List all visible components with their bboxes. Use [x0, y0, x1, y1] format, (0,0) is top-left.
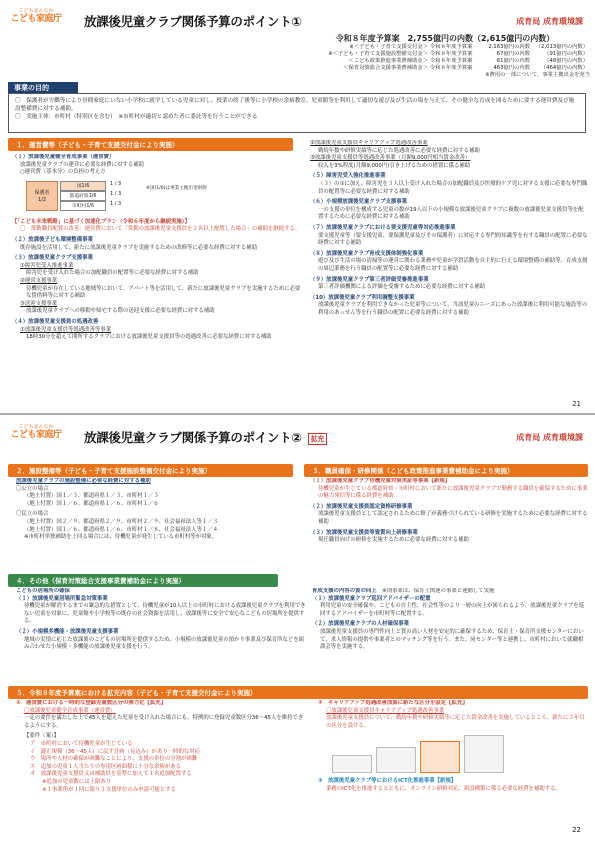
page-22	[0, 416, 595, 841]
item-heading: （10）放課後児童クラブ利用調整支援事業	[310, 294, 415, 301]
item-text: （地上付置）国１／６、都道府県１／６、市町村１／６	[24, 500, 159, 507]
item-heading: （７）放課後児童クラブにおける要支援児童等対応推進事業	[310, 224, 456, 231]
page-number: 22	[572, 826, 581, 834]
page-number: 21	[572, 400, 581, 408]
item-heading: 放課後児童クラブの施設整備に必要な経費に対する補助	[16, 478, 151, 484]
item-heading: （３）放課後児童クラブ支援事業	[12, 255, 93, 262]
agency-logo	[10, 424, 62, 448]
requirements-heading: 【要件（案）】	[24, 733, 60, 740]
item-text: 障害児を受け入れた場合の加配職員の配置等に必要な経費に対する補助	[26, 270, 199, 277]
sub-heading: 〇放課後児童支援員キャリアアップ処遇改善事業	[326, 707, 445, 714]
item-text: 放課後児童クラブの運営に必要な経費に対する補助	[20, 161, 144, 168]
expansion-badge: 拡充	[308, 433, 327, 445]
sub-heading: ②放課後児童支援員キャリアアップ処遇改善事業	[310, 140, 428, 146]
requirement-note: ※追加の児童数には上限あり	[42, 778, 112, 785]
requirement-item: イ 適正規模（36～45人）に戻す計画（見込み）があり一時的な対応	[30, 748, 201, 755]
department-label: 成育局 成育環境課	[516, 17, 583, 26]
diagram-guardian-share: 保護者 1/2	[26, 181, 58, 211]
item-text: 業務のICT化を推進するとともに、オンライン研修対応、新設構築に係る必要な経費を補助する。	[326, 785, 561, 792]
item-heading: （９）放課後児童クラブ第三者評価受審推進事業	[310, 276, 429, 283]
section-1-heading: １．運営費等（子ども・子育て支援交付金により実施）	[8, 138, 293, 151]
item-text: 〇公立の場合	[16, 485, 49, 492]
section-4-left	[16, 588, 306, 680]
item-text: 収入を3%程度(月額9,000円)引き上げるための措置に係る補助	[318, 162, 471, 169]
sub-heading: 〇放課後児童健全育成事業（運営費）	[24, 707, 116, 714]
section-2-heading: ２．施設整備等（子ども・子育て支援施設整備交付金により実施）	[8, 464, 293, 477]
logo-tagline: こどもまんなか	[18, 8, 54, 14]
logo-text: こども家庭庁	[10, 14, 62, 24]
diagram-block	[332, 755, 372, 773]
section-1-right-column	[310, 140, 588, 408]
item-text: 放課後児童クラブへの移動や帰宅する際の送迎支援に必要な経費に対する補助	[26, 308, 215, 315]
item-heading: ① 運営費における一時的な登録児童数区分の弾力化【拡充】	[16, 700, 167, 706]
diagram-cell: 国1/6	[60, 181, 106, 191]
item-text: （３）の①に加え、障害児を３人以上受け入れた場合の加配職員及び医療的ケア児に対する支援に必要な専門職員の配置等に必要な経費に対する補助	[318, 180, 588, 195]
budget-row: ＜こども政策推進事業費補助金＞ 令和８年度予算案 61億円の内数 （48億円の内数）	[348, 58, 588, 64]
diagram-block	[376, 747, 416, 773]
budget-total: 令和８年度予算案 2,755億円の内数（2,615億円の内数）	[335, 34, 555, 43]
requirement-item: オ 放課後児童支援員又は補助員を基準に加えて１名追加配置する	[30, 771, 192, 778]
item-text: ○運営費（基本分）の負担の考え方	[20, 169, 106, 176]
section-5-heading: ５．令和８年度予算案における拡充内容（子ども・子育て支援交付金により実施）	[8, 686, 588, 699]
section-2-body	[16, 478, 296, 566]
page-21	[0, 0, 595, 414]
purpose-text-1: 〇 保護者が労働等により昼間家庭にいない小学校に就学している児童に対し、授業の終了後等に小学校の余裕教室、児童館等を利用して適切な遊び及び生活の場を与えて、その健全な育成を図るために要する運営費及び施設整備費に対する補助。	[15, 98, 575, 112]
item-heading: （６）小規模放課後児童クラブ支援事業	[310, 199, 408, 206]
cost-share-diagram	[26, 179, 302, 217]
item-heading: （８）放課後児童クラブ育成支援体制強化事業	[310, 250, 424, 257]
item-text: 地域の実情に応じた放課後のこどもの居場所を提供するため、小規模の放課後児童の預かり事業及び保育所などを組み合わせた小規模・多機能の放課後児童支援を行う。	[24, 636, 305, 651]
item-heading: （２）放課後子ども環境整備事業	[12, 236, 93, 243]
purpose-heading: 事業の目的	[8, 82, 78, 94]
item-text: ※市町村単独補助を上回る場合には、待機児童が発生している市町村等が対象。	[24, 534, 218, 541]
item-text: 放課後児童支援員の専門性向上と質の高い人材を安定的に確保するため、保育士・保育所支援センターにおいて、求人情報の提供や事業者とのマッチング等を行う。また、同センター等と連携し、市町村において就職相談会等を実施する。	[320, 628, 584, 651]
item-text: 放課後児童支援員として認定されるために修了が義務づけられている研修を実施するために必要な経費に対する補助	[318, 511, 588, 525]
budget-row: ※＜子ども・子育て支援交付金＞ 令和８年度予算案 2,163億円の内数 （2,013億円の内数）	[349, 44, 588, 50]
plan-text: 〇 常勤職員配置の改善：運営費において「常勤の放課後児童支援員を２名以上配置した場合」の補助を継続する。	[20, 226, 301, 233]
purpose-box	[8, 93, 586, 133]
diagram-note: ※国(1/6)は事業主拠出金財源	[146, 185, 207, 191]
item-text: 既存施設を活用して、新たに放課後児童クラブを実施するための改修等に必要な経費に対する補助	[20, 244, 258, 251]
item-text: 18時30分を超えて開所するクラブにおける放課後児童支援員等の処遇改善に必要な経費に対する補助	[26, 334, 272, 341]
requirement-item: エ 追加の児童１人当たりの専用区画面積に十分な余裕がある	[30, 763, 181, 770]
item-text: （地上付置）国１／３、都道府県１／３、市町村１／３	[24, 493, 159, 500]
section-4-heading: ４．その他（保育対策総合支援事業費補助金により実施）	[8, 574, 278, 587]
page-title: 放課後児童クラブ関係予算のポイント①	[84, 14, 302, 29]
purpose-text-2: 〇 実施主体：市町村（特別区を含む） ※市町村が適切と認めた者に委託等を行うことができる	[15, 114, 258, 120]
item-heading: （３）放課後児童支援員等資質向上研修事業	[310, 529, 418, 536]
item-heading: （１）放課後児童クラブ待機児童対策実証等事業【新規】	[310, 478, 451, 484]
sub-heading: ③送迎支援事業	[20, 300, 58, 307]
logo-text: こども家庭庁	[10, 430, 62, 440]
budget-row: ＜保育対策総合支援事業費補助金＞ 令和８年度予算案 463億円の内数 （464億円の内数）	[343, 65, 588, 71]
agency-logo	[10, 8, 62, 32]
diagram-cell: 市町村1/6	[60, 201, 106, 211]
item-text: 勤続年数や研修実績等に応じた処遇改善に必要な経費に対する補助	[318, 147, 480, 154]
diagram-block	[420, 741, 460, 773]
item-heading: ③ 放課後児童クラブ等におけるICT化推進事業【新規】	[318, 778, 457, 785]
item-heading: こどもの居場所の確保	[16, 588, 70, 594]
item-heading: （４）放課後児童支援員の処遇改善	[12, 318, 99, 325]
item-text: （地上付置）国１／６、都道府県１／６、市町村１／８、社会福祉法人等１／４	[24, 526, 219, 533]
department-label: 成育局 成育環境課	[516, 433, 583, 442]
item-heading: （１）放課後児童居場所緊急対策事業	[16, 595, 108, 602]
budget-row: ※＜子ども・子育て支援施設整備交付金＞ 令和８年度予算案 67億円の内数 （91億円の内数）	[328, 51, 588, 57]
item-heading: （２）放課後児童支援員認定資格研修事業	[310, 503, 413, 510]
item-text: 一定の要件を満たした上で45人を超えた児童を受け入れた場合にも、特例的に登録児童数区分36～45人を維持できるようにする。	[24, 715, 304, 729]
diagram-block	[464, 735, 504, 773]
diagram-cell: 都道府県1/6	[60, 191, 106, 201]
item-text: 第三者評価機関による評価を受審するために必要な経費に対する補助	[318, 284, 486, 291]
item-heading: （２）小規模多機能・放課後児童支援事業	[16, 628, 119, 635]
section-4-right	[312, 588, 588, 680]
sub-heading: ①放課後児童支援員等処遇改善等事業	[20, 326, 112, 333]
requirement-item: ウ 場所や人材の確保が困難なことにより、支援の単位の分割が困難	[30, 756, 198, 763]
item-note: ※則事業は、保育士関連の事業と連動して実施	[382, 588, 495, 594]
item-text: 〇民立の場合	[16, 511, 49, 518]
item-heading: （２）放課後児童クラブの人材確保事業	[312, 621, 410, 628]
item-text: 一の支援の単位を構成する児童の数が19人以下の小規模な放課後児童クラブに複数の放課後児童支援員等を配置するために必要な経費に対する補助	[318, 206, 584, 221]
requirement-note: ※１事業所が１回に限り１支援単位のみ申請可能とする	[42, 786, 176, 793]
item-text: 遊び及び生活の場の清掃等の運営に関わる業務や児童が学習活動を自主的に行える環境整備の補助等、育成支援の周辺業務を行う職員の配置等に必要な経費に対する補助	[318, 258, 588, 272]
item-text: 利用児童の安全確保や、こどもの自主性、社会性等のより一層の向上が図られるよう、放課後児童クラブを巡回するアドバイザーを市町村等に配置する。	[320, 603, 585, 617]
item-text: 放課後児童支援員について、勤続年数や研修実績等に応じた賃金改善を実施しているところ、新たに３年目の区分を設ける。	[326, 715, 585, 729]
logo-tagline: こどもまんなか	[18, 424, 54, 430]
plan-heading: 【「こども未来戦略」に基づく加速化プラン（令和６年度から継続実施）】	[12, 218, 190, 225]
section-3-body	[310, 478, 588, 564]
item-heading: ② キャリアアップ処遇改善加算に新たな区分を設定【拡充】	[318, 700, 468, 706]
diagram-fraction: 1 / 3	[110, 200, 122, 207]
section-5-right	[318, 700, 588, 835]
item-heading: （１）放課後児童健全育成事業（運営費）	[12, 154, 115, 160]
diagram-fraction: 1 / 3	[110, 190, 122, 197]
item-heading: （５）障害児受入強化推進事業	[310, 173, 386, 180]
item-text: 待機児童が存在している地域等において、アパート等を活用して、新たに放課後児童クラブを実施するために必要な賃借料等に対する補助	[26, 285, 301, 300]
item-text: 待機児童が生じている都道府県・市町村において新たに放課後児童クラブで勤務する職員を確保するために事業の魅力発信等に係る経費を補助	[318, 485, 588, 500]
page-title: 放課後児童クラブ関係予算のポイント② 拡充	[84, 428, 327, 446]
sub-heading: ②運営支援事業	[20, 277, 58, 284]
item-text: 現任職員向けの研修を実施するために必要な経費に対する補助	[318, 537, 469, 544]
item-heading: 育成支援の内容の質の向上	[312, 588, 377, 594]
section-5-left	[16, 700, 308, 835]
section-3-heading: ３．職員確保・研修関係（こども政策推進事業費補助金により実施）	[304, 464, 588, 477]
item-text: 要支援児童等（要支援児童、要保護児童及びその保護者）に対応する専門的知識等を有する職員の配置に必要な経費に対する補助	[318, 232, 588, 247]
sub-heading: ①障害児受入推進事業	[20, 262, 74, 269]
item-text: （地上付置）国２／９、都道府県２／９、市町村２／９、社会福祉法人等１／３	[24, 518, 219, 525]
item-text: 放課後児童クラブを利用できなかった児童等について、当該児童のニーズにあった放課後に利用可能な施設等の利用のあっせん等を行う職員の配置に必要な経費に対する補助	[318, 302, 587, 316]
wage-diagram	[332, 733, 588, 775]
budget-note: ※費用の一部について、事業主拠出金を充当	[485, 72, 590, 78]
requirement-item: ア 市町村において待機児童が生じている	[30, 740, 133, 747]
section-1-left-column	[12, 154, 302, 409]
item-heading: （１）放課後児童クラブ巡回アドバイザーの配置	[312, 595, 431, 602]
sub-heading: ③放課後児童支援員等処遇改善事業（月額9,000円相当賃金改善）	[310, 155, 471, 162]
budget-summary	[300, 34, 590, 79]
diagram-fraction: 1 / 3	[110, 180, 122, 187]
item-text: 待機児童が解消するまでの緊急的な措置として、待機児童が10人以上の市町村における放課後児童クラブを利用できない児童を対象に、児童館や小学校等の既存の社会資源を活用し、放課後等に安全で安心なこどもの居場所を提供する。	[24, 603, 306, 625]
